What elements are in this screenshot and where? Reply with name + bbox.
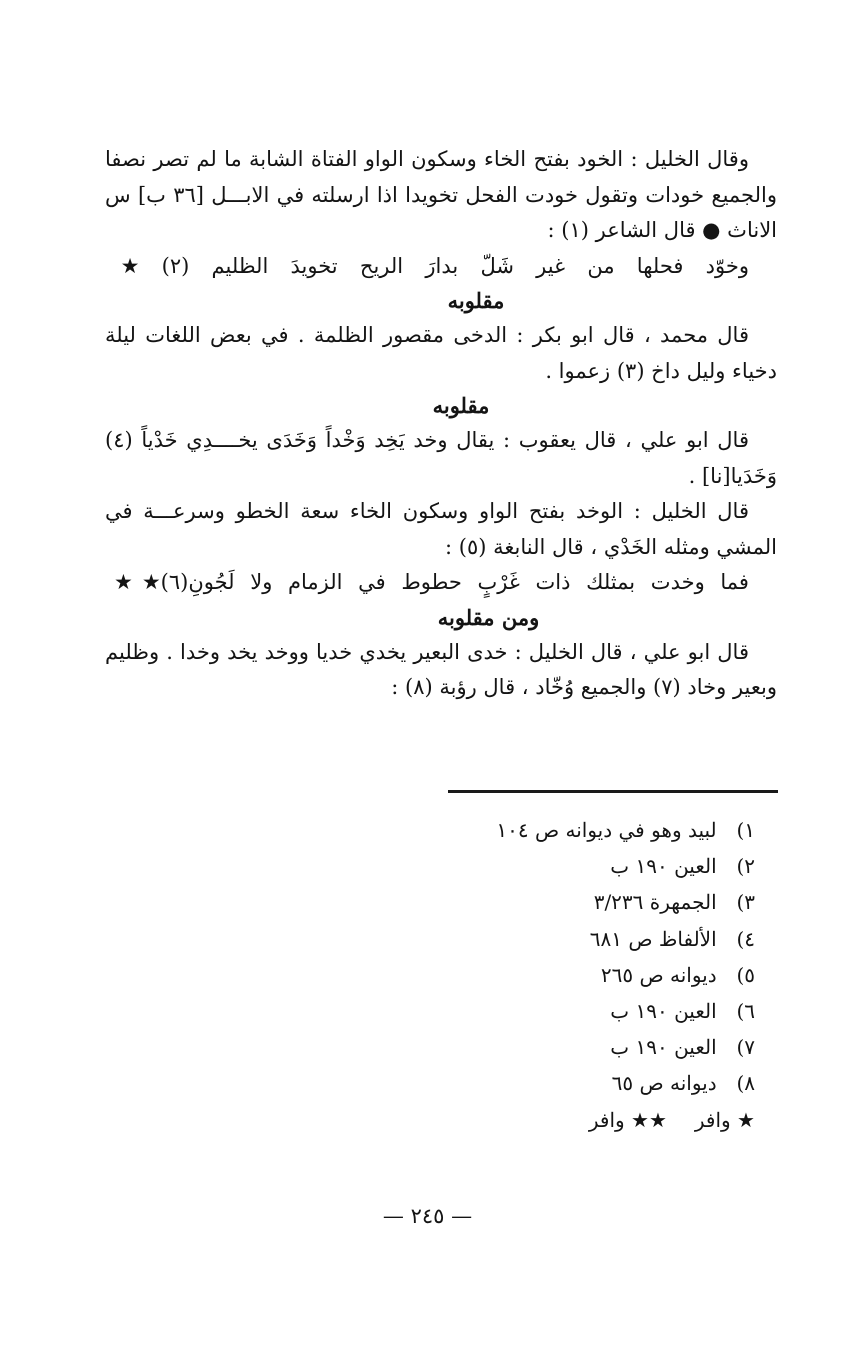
footnote-text: ديوانه ص ٢٦٥ [600,962,717,987]
footnote-item [355,848,755,884]
meter-notes [355,1102,755,1138]
footnote-text: العين ١٩٠ ب [610,854,717,879]
footnote-text: العين ١٩٠ ب [610,1035,717,1060]
footnote-number: ٨) [736,1071,755,1096]
footnote-item [355,884,755,920]
poetry-verse-2: فما وخدت بمثلك ذات غَرْبٍ حطوط في الزمام ولا لَجُونِ(٦)★★ [105,570,749,594]
section-heading-maqlubuh-2: مقلوبه [432,393,490,418]
footnote-number: ٦) [736,999,755,1024]
footnote-item [355,1029,755,1065]
footnote-text: الجمهرة ٣/٢٣٦ [593,890,717,915]
footnote-number: ٤) [736,926,755,951]
paragraph-khada-bair: قال ابو علي ، قال الخليل : خدى البعير يخدي خديا ووخد يخد وخدا . وظليم وبعير وخاد (٧) والجميع وُخّاد ، قال رؤبة (٨) : [105,639,777,699]
footnote-item [355,1065,755,1101]
footnote-text: لبيد وهو في ديوانه ص ١٠٤ [496,818,717,842]
footnote-item [355,812,755,848]
page-number: — ٢٤٥ — [382,1204,473,1228]
footnote-text: العين ١٩٠ ب [610,999,717,1024]
footnote-item [355,957,755,993]
section-heading-maqlubuh-1: مقلوبه [447,288,505,313]
paragraph-wakhd-yaqub: قال ابو علي ، قال يعقوب : يقال وخد يَخِد وَخْداً وَخَدَى يخــــدِي خَدْياً (٤) وَخَدَيا[نا] . [105,428,777,488]
poetry-verse-1: وخوّد فحلها من غير شَلّ بدارَ الريح تخويدَ الظليم (٢) ★ [105,253,750,278]
meter-note-second: ★★ وافر [588,1107,667,1132]
footnote-number: ٣) [736,890,755,915]
paragraph-dakha: قال محمد ، قال ابو بكر : الدخى مقصور الظلمة . في بعض اللغات ليلة دخياء وليل داخ (٣) زعموا . [105,323,777,383]
footnote-number: ٢) [736,854,755,879]
footnote-number: ١) [736,818,755,842]
paragraph-wakhd-khalil: قال الخليل : الوخد بفتح الواو وسكون الخاء سعة الخطو وسرعـــة في المشي ومثله الخَدْي ، قال النابغة (٥) : [105,499,777,559]
footnotes-list [355,812,755,1138]
footnote-item [355,921,755,957]
footnote-number: ٥) [736,962,755,987]
main-text [105,142,777,706]
footnote-text: ديوانه ص ٦٥ [611,1071,717,1096]
footnote-item [355,993,755,1029]
paragraph-khalil-khawd: وقال الخليل : الخود بفتح الخاء وسكون الواو الفتاة الشابة ما لم تصر نصفا والجميع خودات وتقول خودت الفحل تخويدا اذا ارسلته في الابـــل [٣٦ ب] س الاناث ● قال الشاعر (١) : [105,147,777,242]
section-heading-wa-min-maqlubuh: ومن مقلوبه [437,604,540,630]
footnote-divider [448,790,778,793]
meter-note-first: ★ وافر [694,1107,755,1132]
footnote-number: ٧) [736,1035,755,1060]
footnote-text: الألفاظ ص ٦٨١ [589,926,717,951]
